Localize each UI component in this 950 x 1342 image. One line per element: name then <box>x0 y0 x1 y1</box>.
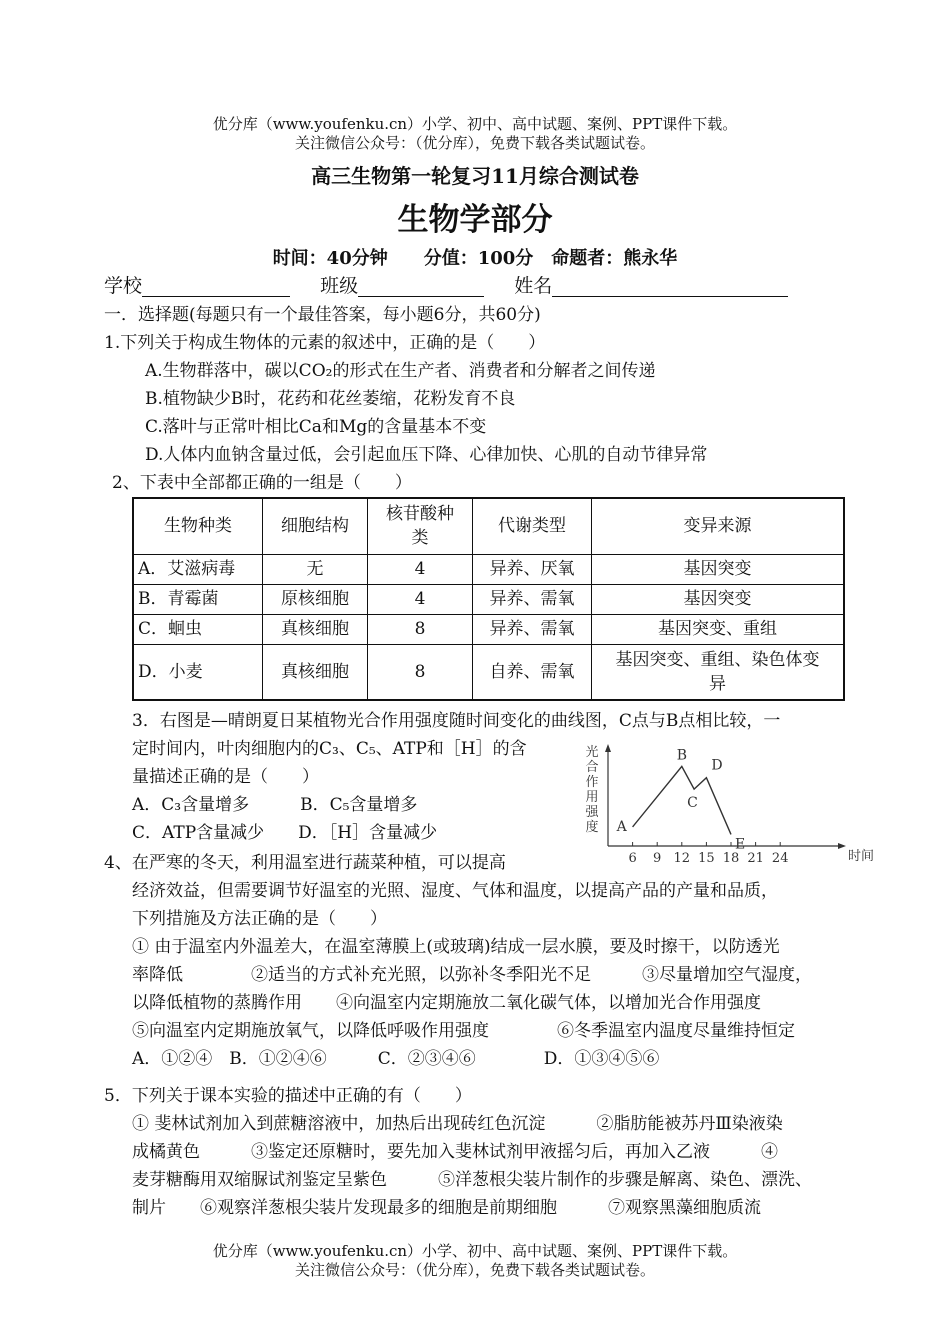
point-label: A <box>616 818 627 835</box>
q1-option-b: B.植物缺少B时，花药和花丝萎缩，花粉发育不良 <box>145 389 516 409</box>
table-cell: B．青霉菌 <box>133 584 263 614</box>
q5-line-1: ① 斐林试剂加入到蔗糖溶液中，加热后出现砖红色沉淀 ②脂肪能被苏丹Ⅲ染液染 <box>132 1114 783 1134</box>
y-label-char: 合 <box>585 760 599 775</box>
table-cell: 原核细胞 <box>263 584 368 614</box>
q4-stem-1: 4、在严寒的冬天，利用温室进行蔬菜种植，可以提高 <box>104 853 506 873</box>
x-label: 时间 <box>848 849 875 864</box>
q4-line-2: 率降低 ②适当的方式补充光照，以弥补冬季阳光不足 ③尽量增加空气湿度， <box>132 965 812 985</box>
q3-stem-3: 量描述正确的是（ ） <box>132 767 319 787</box>
table-cell: 异养、需氧 <box>473 614 592 644</box>
table-header: 变异来源 <box>592 498 845 554</box>
exam-title: 高三生物第一轮复习11月综合测试卷 <box>311 164 639 188</box>
table-header: 生物种类 <box>133 498 263 554</box>
footer-line-2: 关注微信公众号：（优分库），免费下载各类试题试卷。 <box>294 1261 655 1279</box>
table-row <box>133 614 844 644</box>
x-tick-label: 6 <box>628 851 637 866</box>
table-cell: 真核细胞 <box>263 614 368 644</box>
point-label: B <box>676 747 688 764</box>
table-cell: 自养、需氧 <box>473 644 592 700</box>
table-cell: 异养、厌氧 <box>473 554 592 584</box>
table-cell: 真核细胞 <box>263 644 368 700</box>
x-axis-arrow <box>838 843 846 849</box>
table-cell: 基因突变、重组 <box>592 614 845 644</box>
point-label: E <box>735 836 746 853</box>
x-tick-label: 15 <box>698 851 715 866</box>
q5-line-4: 制片 ⑥观察洋葱根尖装片发现最多的细胞是前期细胞 ⑦观察黑藻细胞质流 <box>132 1198 761 1218</box>
header-line-2: 关注微信公众号：（优分库），免费下载各类试题试卷。 <box>294 134 655 152</box>
table-cell: 4 <box>368 554 473 584</box>
x-tick-label: 21 <box>747 851 764 866</box>
table-header-text: 核苷酸种类 <box>386 504 454 549</box>
school-field[interactable] <box>142 278 290 297</box>
q4-line-3: 以降低植物的蒸腾作用 ④向温室内定期施放二氧化碳气体，以增加光合作用强度 <box>132 993 761 1013</box>
q1-option-d: D.人体内血钠含量过低，会引起血压下降、心律加快、心肌的自动节律异常 <box>145 445 708 465</box>
y-label-char: 强 <box>585 805 599 820</box>
q4-stem-2: 经济效益，但需要调节好温室的光照、湿度、气体和温度，以提高产品的产量和品质， <box>132 881 778 901</box>
q3-options-ab: A．C₃含量增多 B．C₅含量增多 <box>132 795 418 815</box>
q4-options: A．①②④ B．①②④⑥ C．②③④⑥ D．①③④⑤⑥ <box>132 1049 660 1069</box>
footer-line-1: 优分库（www.youfenku.cn）小学、初中、高中试题、案例、PPT课件下载。 <box>212 1242 738 1260</box>
point-label: C <box>687 795 698 812</box>
x-tick-label: 12 <box>673 851 691 866</box>
x-tick-label: 18 <box>722 851 740 866</box>
table-header: 代谢类型 <box>473 498 592 554</box>
name-field[interactable] <box>552 278 788 297</box>
header-line-1: 优分库（www.youfenku.cn）小学、初中、高中试题、案例、PPT课件下载。 <box>212 115 738 133</box>
name-label: 姓名 <box>514 275 553 297</box>
y-axis-arrow <box>605 744 611 752</box>
y-label-char: 度 <box>585 820 599 835</box>
table-cell-text: 基因突变、重组、染色体变异 <box>615 649 820 694</box>
table-header <box>368 498 473 554</box>
q4-line-1: ① 由于温室内外温差大，在温室薄膜上(或玻璃)结成一层水膜，要及时擦干，以防透光 <box>132 937 780 957</box>
table-cell: 8 <box>368 644 473 700</box>
school-label: 学校 <box>104 275 143 297</box>
q5-line-3: 麦芽糖酶用双缩脲试剂鉴定呈紫色 ⑤洋葱根尖装片制作的步骤是解离、染色、漂洗、 <box>132 1170 812 1190</box>
class-field[interactable] <box>358 278 484 297</box>
y-label-char: 作 <box>585 775 599 790</box>
table-cell: A．艾滋病毒 <box>133 554 263 584</box>
y-label-char: 光 <box>585 745 599 760</box>
q1-option-a: A.生物群落中，碳以CO₂的形式在生产者、消费者和分解者之间传递 <box>145 361 656 381</box>
x-tick-label: 9 <box>653 851 662 866</box>
q4-line-4: ⑤向温室内定期施放氧气，以降低呼吸作用强度 ⑥冬季温室内温度尽量维持恒定 <box>132 1021 795 1041</box>
table-cell: 无 <box>263 554 368 584</box>
table-cell: 8 <box>368 614 473 644</box>
q3-stem-2: 定时间内，叶肉细胞内的C₃、C₅、ATP和［H］的含 <box>132 739 527 759</box>
q4-stem-3: 下列措施及方法正确的是（ ） <box>132 909 387 929</box>
table-cell <box>592 644 845 700</box>
table-cell: D．小麦 <box>133 644 263 700</box>
table-row <box>133 584 844 614</box>
photosynthesis-chart <box>580 742 875 872</box>
table-header: 细胞结构 <box>263 498 368 554</box>
q1-stem: 1.下列关于构成生物体的元素的叙述中，正确的是（ ） <box>104 333 546 353</box>
table-header-row <box>133 498 844 554</box>
photosynthesis-curve <box>633 766 731 834</box>
exam-subtitle: 生物学部分 <box>397 202 553 238</box>
y-label-char: 用 <box>585 790 599 805</box>
exam-meta: 时间：40分钟 分值：100分 命题者：熊永华 <box>272 248 678 269</box>
point-labels <box>616 747 746 852</box>
student-info-row <box>104 275 788 297</box>
x-tick-label: 24 <box>771 851 789 866</box>
section-heading: 一．选择题(每题只有一个最佳答案，每小题6分，共60分) <box>104 305 541 325</box>
table-cell: 基因突变 <box>592 584 845 614</box>
q5-line-2: 成橘黄色 ③鉴定还原糖时，要先加入斐林试剂甲液摇匀后，再加入乙液 ④ <box>132 1142 778 1162</box>
table-row <box>133 554 844 584</box>
table-row <box>133 644 844 700</box>
table-cell: C．蛔虫 <box>133 614 263 644</box>
q1-option-c: C.落叶与正常叶相比Ca和Mg的含量基本不变 <box>145 417 487 437</box>
table-cell: 4 <box>368 584 473 614</box>
point-label: D <box>711 757 723 774</box>
table-cell: 异养、需氧 <box>473 584 592 614</box>
q5-stem: 5．下列关于课本实验的描述中正确的有（ ） <box>104 1086 472 1106</box>
q3-stem-1: 3．右图是—晴朗夏日某植物光合作用强度随时间变化的曲线图，C点与B点相比较，一 <box>132 711 781 731</box>
class-label: 班级 <box>320 275 359 297</box>
q2-table <box>132 497 845 701</box>
table-cell: 基因突变 <box>592 554 845 584</box>
q2-stem: 2、下表中全部都正确的一组是（ ） <box>112 473 412 493</box>
q3-options-cd: C．ATP含量减少 D．［H］含量减少 <box>132 823 438 843</box>
